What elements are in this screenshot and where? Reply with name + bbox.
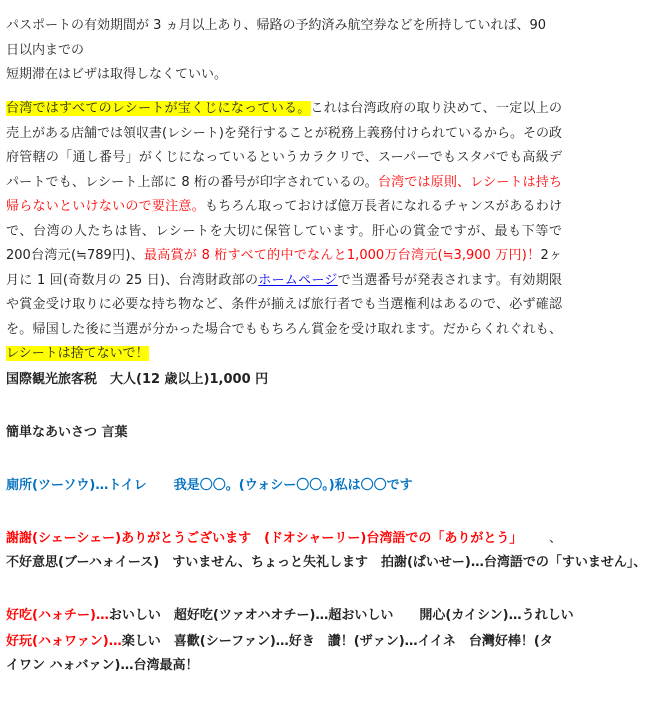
intro-line-2: 短期滞在はビザは取得しなくていい。: [6, 67, 228, 82]
phrase-like: 喜歡(シーファン)…好き: [173, 634, 328, 649]
phrase-super-delicious: 超好吃(ツァオハオチー)…超おいしい: [173, 608, 420, 623]
phrase-row-2: [6, 527, 562, 546]
receipt-text-1: これは台湾政府の取り決めて、一定以上の売上がある店舗では領収書(レシート)を発行することが税務上義務付けられているから。その政府管轄の「通し番号」がくじになっているというカラクリで、スーパーでもスタバでも高級デパートでも、レシート上部に 8 桁の番号が印字されているの。: [6, 101, 562, 190]
phrase-happy: 開心(カイシン)…うれしい: [419, 608, 574, 623]
phrase-sorry-taiwanese: 拍謝(ぱいせー)…台湾語での「すいません」、: [380, 555, 646, 570]
phrase-my-name: 我是〇〇。(ウォシー〇〇。)私は〇〇です: [173, 478, 413, 493]
receipt-highlight-lottery: 台湾ではすべてのレシートが宝くじになっている。: [6, 101, 311, 116]
phrase-fun-meaning: 楽しい: [121, 634, 174, 649]
phrase-toilet: 廁所(ツーソウ)…トイレ: [6, 478, 147, 493]
intro-paragraph: [6, 14, 562, 88]
phrase-taiwan-best: 台灣好棒！(タイワン ハォバァン)…台湾最高！: [6, 634, 553, 673]
greeting-heading: 簡単なあいさつ 言葉: [6, 425, 128, 440]
comma-mark: 、: [549, 531, 563, 546]
phrase-row-1: [6, 474, 413, 493]
intro-line-1: パスポートの有効期間が 3 ヵ月以上あり、帰路の予約済み航空券などを所持していれば、90 日以内までの: [6, 18, 547, 58]
phrase-delicious-term: 好吃(ハォチー)…: [6, 608, 109, 623]
phrase-awesome: 讚！(ザァン)…イイネ: [327, 634, 469, 649]
receipt-text-2: もちろん取っておけば億万長者になれるチャンスがあるわけで、台湾の人たちは皆、レシートを大切に保管しています。肝心の賞金ですが、最も下等で200台湾元(≒789円)、: [6, 199, 562, 263]
receipt-text-4: で当選番号が発表されます。有効期限や賞金受け取りに必要な持ち物など、条件が揃えば旅行者でも当選権利はあるので、必ず確認を。帰国した後に当選が分かった場合でももちろん賞金を受け取れます。だからくれぐれも、: [6, 272, 562, 337]
phrase-row-3: [6, 551, 646, 570]
homepage-link[interactable]: ホームページ: [258, 272, 338, 288]
receipt-paragraph: [6, 97, 562, 367]
departure-tax: 国際観光旅客税 大人(12 歳以上)1,000 円: [6, 372, 269, 387]
receipt-text-3: 2ヶ月に 1 回(奇数月の 25 日)、台湾財政部の: [6, 248, 562, 288]
phrase-sorry: 不好意思(ブーハォイース) すいません、ちょっと失礼します: [6, 555, 381, 570]
phrase-fun-term: 好玩(ハォワァン)…: [6, 634, 122, 649]
receipt-highlight-keep: レシートは捨てないで！: [6, 346, 149, 361]
receipt-warning: 台湾では原則、レシートは持ち帰らないといけないので要注意。: [6, 174, 562, 214]
phrase-thanks: 謝謝(シェーシェー)ありがとうございます (ドオシャーリー)台湾語での「ありがとう」: [6, 531, 523, 546]
phrase-delicious-meaning: おいしい: [108, 608, 174, 623]
phrase-row-5: [6, 630, 562, 678]
receipt-top-prize: 最高賞が 8 桁すべて的中でなんと1,000万台湾元(≒3,900 万円)！: [144, 248, 541, 263]
phrase-row-4: [6, 604, 574, 623]
